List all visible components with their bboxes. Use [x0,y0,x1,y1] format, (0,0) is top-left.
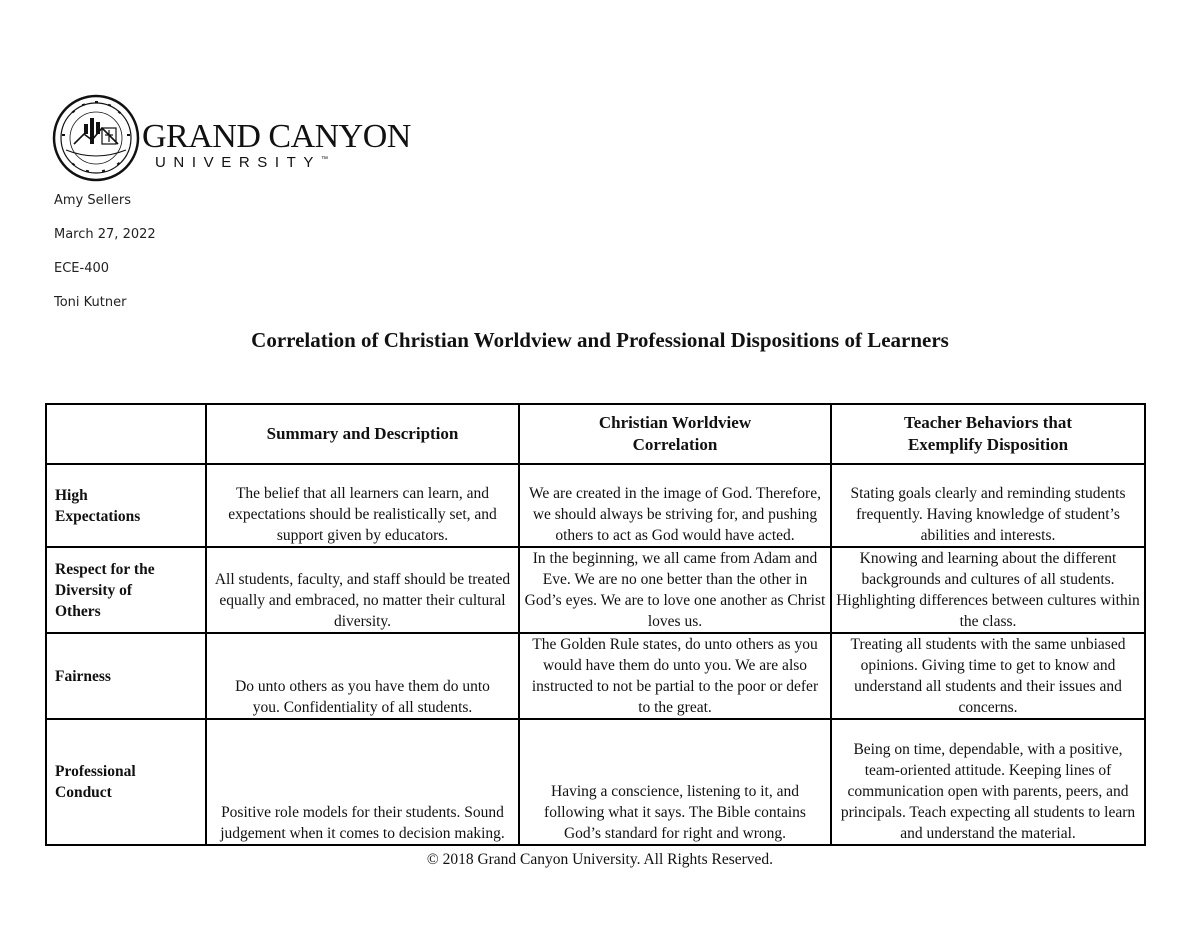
column-header-worldview: Christian Worldview Correlation [519,404,831,464]
row-label: Fairness [46,633,206,719]
summary-cell: Do unto others as you have them do unto you. Confidentiality of all students. [206,633,519,719]
university-seal-icon [52,94,140,182]
copyright-footer: © 2018 Grand Canyon University. All Rights Reserved. [426,851,774,868]
worldview-cell: Having a conscience, listening to it, and following what it says. The Bible contains God’s standard for right and wrong. [519,719,831,845]
logo-name-line1: GRAND CANYON [142,118,411,155]
trademark-symbol: ™ [321,156,329,163]
table-header-row [46,404,1145,464]
behaviors-cell: Treating all students with the same unbiased opinions. Giving time to get to know and understand all students and their issues and concerns. [831,633,1145,719]
table-row [46,719,1145,845]
row-label: Professional Conduct [46,719,206,845]
column-header-summary: Summary and Description [206,404,519,464]
column-header-behaviors: Teacher Behaviors that Exemplify Disposition [831,404,1145,464]
student-name: Amy Sellers [54,193,131,208]
row-label: High Expectations [46,464,206,547]
table-row [46,547,1145,633]
course-code: ECE-400 [54,261,110,276]
behaviors-cell: Stating goals clearly and reminding students frequently. Having knowledge of student’s abilities and interests. [831,464,1145,547]
instructor-name: Toni Kutner [54,295,127,310]
worldview-cell: The Golden Rule states, do unto others as you would have them do unto you. We are also instructed to not be partial to the poor or defer to the great. [519,633,831,719]
dispositions-table [45,403,1146,846]
summary-cell: Positive role models for their students. Sound judgement when it comes to decision making. [206,719,519,845]
table-row [46,633,1145,719]
document-title: Correlation of Christian Worldview and Professional Dispositions of Learners [251,328,949,352]
column-header-empty [46,404,206,464]
behaviors-cell: Knowing and learning about the different backgrounds and cultures of all students. Highlighting differences between cultures within the class. [831,547,1145,633]
row-label: Respect for the Diversity of Others [46,547,206,633]
summary-cell: The belief that all learners can learn, and expectations should be realistically set, and support given by educators. [206,464,519,547]
gcu-logo [52,94,432,184]
table-row [46,464,1145,547]
logo-university-text: UNIVERSITY [155,154,322,171]
behaviors-cell: Being on time, dependable, with a positive, team-oriented attitude. Keeping lines of communication open with parents, peers, and principals. Teach expecting all students to learn and understand the material. [831,719,1145,845]
worldview-cell: We are created in the image of God. Therefore, we should always be striving for, and pushing others to act as God would have acted. [519,464,831,547]
submission-date: March 27, 2022 [54,227,156,242]
logo-name-line2 [155,154,328,171]
summary-cell: All students, faculty, and staff should be treated equally and embraced, no matter their cultural diversity. [206,547,519,633]
worldview-cell: In the beginning, we all came from Adam and Eve. We are no one better than the other in God’s eyes. We are to love one another as Christ loves us. [519,547,831,633]
